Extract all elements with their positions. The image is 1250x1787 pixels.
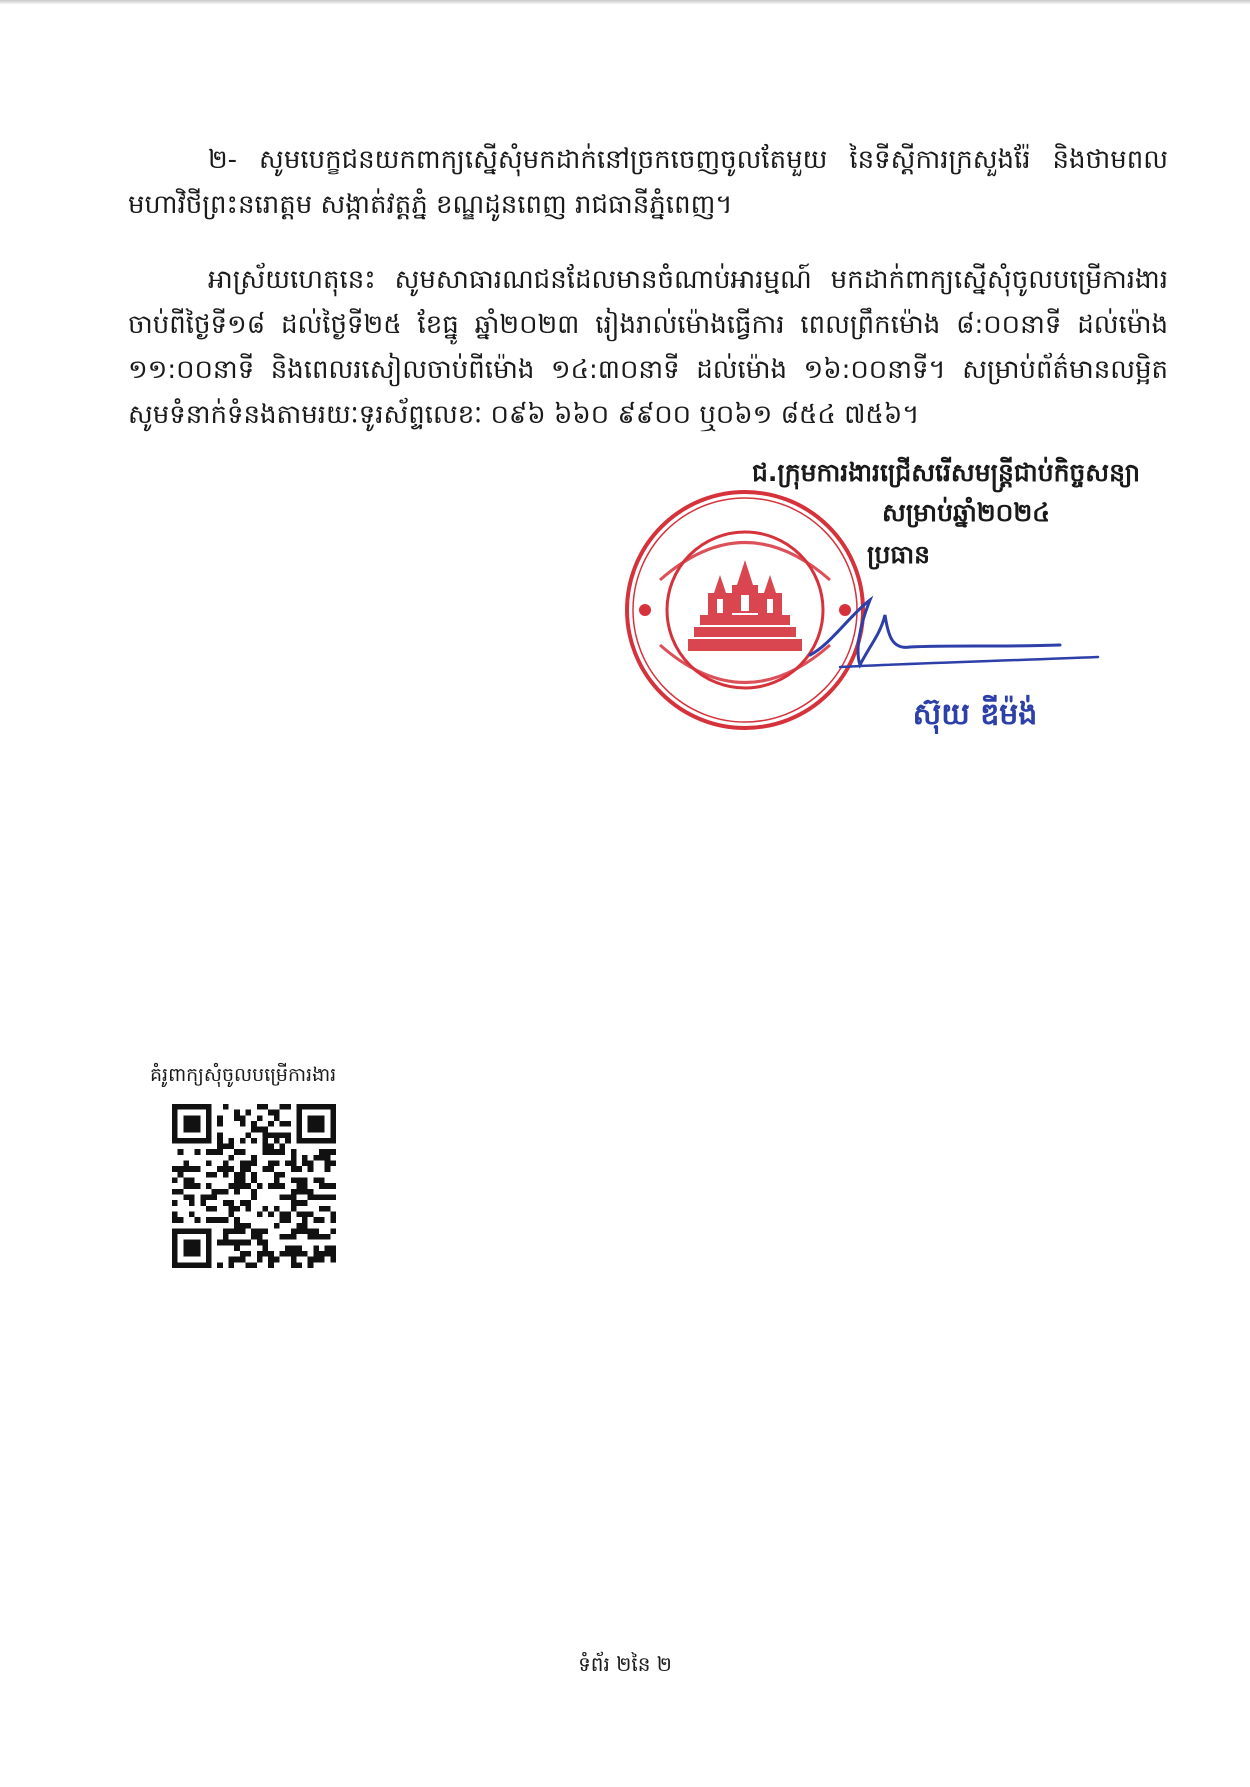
paragraph-submission-location xyxy=(128,138,1168,228)
committee-title: ជ.ក្រុមការងារជ្រើសរើសមន្ត្រីជាប់កិច្ចសន្យា xyxy=(751,458,1140,487)
signer-name: ស៊ុយ ឌីម៉ង់ xyxy=(912,697,1038,732)
qr-block xyxy=(150,1062,410,1268)
qr-code-icon[interactable] xyxy=(172,1104,336,1268)
paragraph-1-text: ២- សូមបេក្ខជនយកពាក្យស្នើសុំមកដាក់នៅច្រកចេញចូលតែមួយ នៃទីស្តីការក្រសួងរ៉ែ និងថាមពល មហាវិថីព្រះនរោត្តម សង្កាត់វត្តភ្នំ ខណ្ឌដូនពេញ រាជធានីភ្នំពេញ។ xyxy=(128,145,1168,220)
committee-year: សម្រាប់ឆ្នាំ២០២៤ xyxy=(882,498,1050,527)
paragraph-submission-schedule xyxy=(128,258,1168,438)
handwritten-signature-icon xyxy=(800,595,1100,675)
signer-role: ប្រធាន xyxy=(867,540,930,569)
page-number: ទំព័រ ២នៃ ២ xyxy=(578,1652,672,1676)
qr-caption: គំរូពាក្យសុំចូលបម្រើការងារ xyxy=(150,1064,337,1086)
signature-block xyxy=(600,455,1140,755)
page-top-edge xyxy=(0,0,1250,4)
paragraph-2-text: អាស្រ័យហេតុនេះ សូមសាធារណជនដែលមានចំណាប់អារម្មណ៍ មកដាក់ពាក្យស្នើសុំចូលបម្រើការងារចាប់ពីថ្ងៃទី១៨ ដល់ថ្ងៃទី២៥ ខែធ្នូ ឆ្នាំ២០២៣ រៀងរាល់ម៉ោងធ្វើការ ពេលព្រឹកម៉ោង ៨:០០នាទី ដល់ម៉ោង ១១:០០នាទី និងពេលរសៀលចាប់ពីម៉ោង ១៤:៣០នាទី ដល់ម៉ោង ១៦:០០នាទី។ សម្រាប់ព័ត៌មានលម្អិត សូមទំនាក់ទំនងតាមរយៈទូរស័ព្ទលេខៈ ០៩៦ ៦៦០ ៩៩០០ ឬ០៦១ ៨៥៤ ៧៥៦។ xyxy=(128,265,1168,430)
